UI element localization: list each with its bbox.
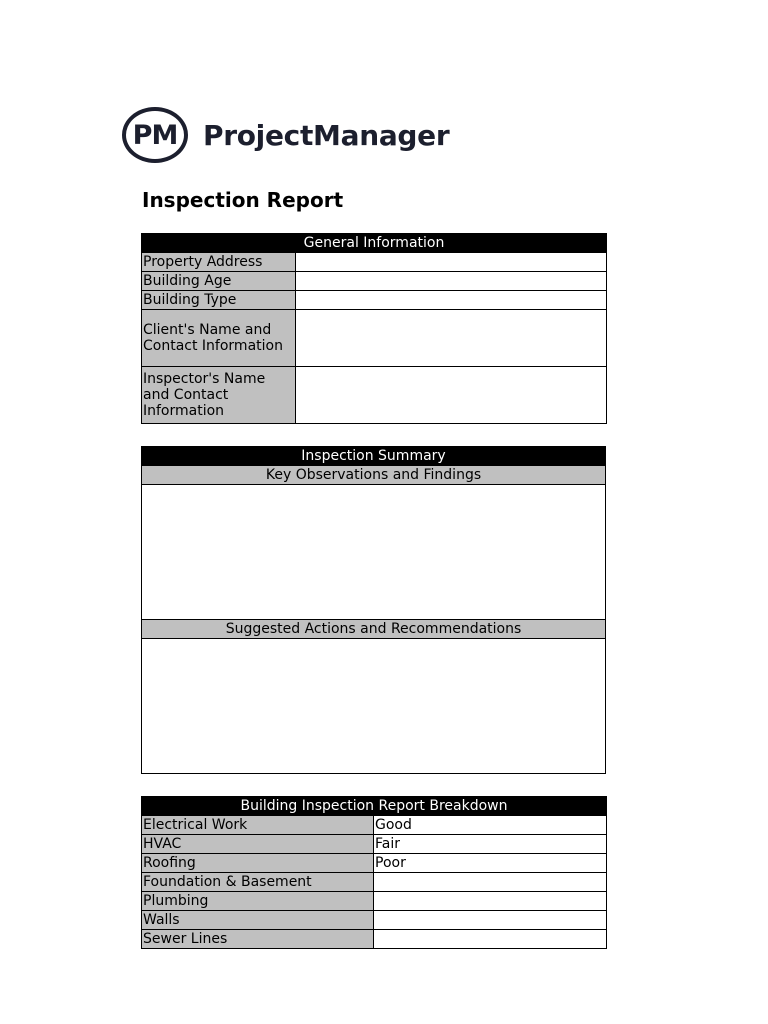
electrical-work-rating[interactable]: Good xyxy=(374,816,607,835)
foundation-basement-rating[interactable] xyxy=(374,873,607,892)
observations-label: Key Observations and Findings xyxy=(142,466,606,485)
client-info-field[interactable] xyxy=(296,310,607,367)
projectmanager-logo xyxy=(122,104,449,166)
hvac-rating[interactable]: Fair xyxy=(374,835,607,854)
building-age-label: Building Age xyxy=(142,272,296,291)
building-type-field[interactable] xyxy=(296,291,607,310)
plumbing-rating[interactable] xyxy=(374,892,607,911)
building-age-field[interactable] xyxy=(296,272,607,291)
breakdown-header: Building Inspection Report Breakdown xyxy=(142,797,607,816)
electrical-work-label: Electrical Work xyxy=(142,816,374,835)
inspection-summary-table xyxy=(141,446,606,774)
pm-logo-icon: PM xyxy=(122,107,188,163)
hvac-label: HVAC xyxy=(142,835,374,854)
inspection-summary-header: Inspection Summary xyxy=(142,447,606,466)
roofing-rating[interactable]: Poor xyxy=(374,854,607,873)
general-information-header: General Information xyxy=(142,234,607,253)
client-info-label: Client's Name and Contact Information xyxy=(142,310,296,367)
sewer-lines-rating[interactable] xyxy=(374,930,607,949)
building-type-label: Building Type xyxy=(142,291,296,310)
recommendations-field[interactable] xyxy=(142,639,606,774)
observations-field[interactable] xyxy=(142,485,606,620)
inspector-info-field[interactable] xyxy=(296,367,607,424)
breakdown-table xyxy=(141,796,606,949)
foundation-basement-label: Foundation & Basement xyxy=(142,873,374,892)
inspector-info-label: Inspector's Name and Contact Information xyxy=(142,367,296,424)
page-title: Inspection Report xyxy=(142,188,344,212)
walls-label: Walls xyxy=(142,911,374,930)
property-address-field[interactable] xyxy=(296,253,607,272)
property-address-label: Property Address xyxy=(142,253,296,272)
general-information-table xyxy=(141,233,606,424)
plumbing-label: Plumbing xyxy=(142,892,374,911)
logo-text: ProjectManager xyxy=(203,118,450,152)
walls-rating[interactable] xyxy=(374,911,607,930)
roofing-label: Roofing xyxy=(142,854,374,873)
sewer-lines-label: Sewer Lines xyxy=(142,930,374,949)
recommendations-label: Suggested Actions and Recommendations xyxy=(142,620,606,639)
